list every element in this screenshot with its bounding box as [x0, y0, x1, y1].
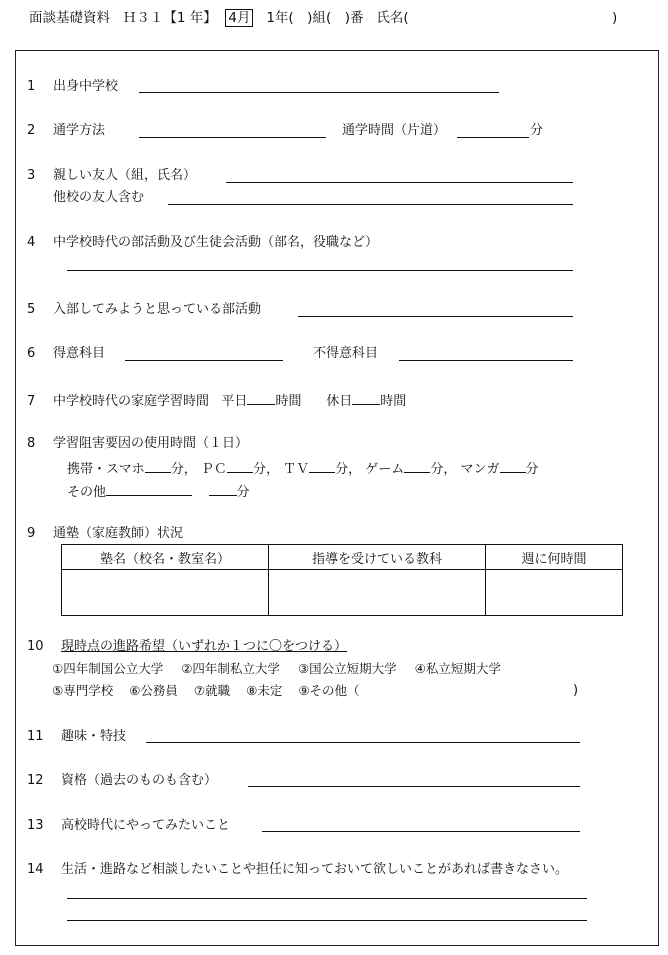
- q14-label: 14 生活・進路など相談したいことや担任に知っておいて欲しいことがあれば書きなさい。: [27, 862, 569, 877]
- q7-holiday-label: 休日: [326, 394, 353, 409]
- q11-hobby-field[interactable]: [146, 742, 580, 743]
- q8-phone-field[interactable]: [145, 459, 171, 473]
- q7-holiday-field[interactable]: [352, 391, 380, 405]
- q2-label: 2 通学方法: [27, 123, 106, 138]
- q8-game-field[interactable]: [404, 459, 430, 473]
- q6-strong-subject-field[interactable]: [125, 360, 283, 361]
- q6-weak-subject-field[interactable]: [399, 360, 573, 361]
- option-8[interactable]: ⑧未定: [246, 683, 283, 698]
- option-5[interactable]: ⑤専門学校: [52, 683, 114, 698]
- name-close-paren: ): [612, 10, 618, 26]
- q13-goal-field[interactable]: [262, 831, 580, 832]
- q5-label: 5 入部してみようと思っている部活動: [27, 302, 262, 317]
- q7-weekday-field[interactable]: [247, 391, 275, 405]
- col-subjects: 指導を受けている教科: [269, 545, 486, 570]
- q3-other-school-label: 他校の友人含む: [53, 190, 145, 205]
- q5-club-field[interactable]: [298, 316, 573, 317]
- q13-label: 13 高校時代にやってみたいこと: [27, 818, 231, 833]
- q8-pc-field[interactable]: [227, 459, 253, 473]
- q8-usage-row: 携帯・スマホ 分， ＰＣ 分， ＴＶ 分， ゲーム 分， マンガ 分: [67, 459, 539, 478]
- form-title: 面談基礎資料: [29, 10, 110, 26]
- q10-options-row2: [52, 683, 360, 699]
- q8-tv-field[interactable]: [309, 459, 335, 473]
- table-row: [62, 570, 623, 616]
- q7-label: 7 中学校時代の家庭学習時間 平日 時間 休日 時間: [27, 391, 406, 410]
- q10-options-row1: [52, 661, 501, 677]
- q10-label: 10 現時点の進路希望（いずれか１つに〇をつける）: [27, 639, 348, 654]
- hours-cell[interactable]: [486, 570, 623, 616]
- table-header-row: [62, 545, 623, 570]
- q1-label: 1 出身中学校: [27, 79, 119, 94]
- option-4[interactable]: ④私立短期大学: [414, 661, 501, 676]
- q8-other-row: その他 分: [67, 482, 250, 501]
- q3-label: 3 親しい友人（組，氏名）: [27, 168, 197, 183]
- class-number: 1年( )組( )番: [266, 10, 364, 26]
- q11-label: 11 趣味・特技: [27, 729, 127, 744]
- option-9[interactable]: ⑨その他（: [298, 683, 360, 698]
- q3-friend-field[interactable]: [226, 182, 573, 183]
- form-header: [29, 9, 409, 27]
- q12-label: 12 資格（過去のものも含む）: [27, 773, 218, 788]
- q6-weak-subject-label: 不得意科目: [313, 346, 379, 361]
- juku-table: [61, 544, 623, 616]
- school-year: Ｈ３１【1 年】: [122, 10, 217, 26]
- option-1[interactable]: ①四年制国公立大学: [52, 661, 164, 676]
- q12-qualification-field[interactable]: [248, 786, 580, 787]
- month-badge: 4月: [225, 9, 253, 27]
- q2-commute-time-field[interactable]: [457, 137, 529, 138]
- q1-school-field[interactable]: [139, 92, 499, 93]
- option-3[interactable]: ③国公立短期大学: [297, 661, 397, 676]
- col-hours-per-week: 週に何時間: [486, 545, 623, 570]
- name-label: 氏名(: [376, 10, 409, 26]
- q10-close-paren: ): [573, 683, 579, 698]
- q9-label: 9 通塾（家庭教師）状況: [27, 526, 184, 541]
- option-7[interactable]: ⑦就職: [193, 683, 231, 698]
- q14-consult-field-1[interactable]: [67, 898, 587, 899]
- q8-other-name-field[interactable]: [106, 482, 192, 496]
- q4-label: 4 中学校時代の部活動及び生徒会活動（部名，役職など）: [27, 235, 379, 250]
- q2-commute-time-label: 通学時間（片道）: [342, 123, 447, 138]
- q8-other-minutes-field[interactable]: [209, 482, 237, 496]
- option-6[interactable]: ⑥公務員: [129, 683, 178, 698]
- col-juku-name: 塾名（校名・教室名）: [62, 545, 269, 570]
- q2-minutes-unit: 分: [530, 123, 544, 138]
- q2-commute-method-field[interactable]: [139, 137, 326, 138]
- q6-label: 6 得意科目: [27, 346, 106, 361]
- option-2[interactable]: ②四年制私立大学: [181, 661, 280, 676]
- juku-name-cell[interactable]: [62, 570, 269, 616]
- q3-other-school-field[interactable]: [168, 204, 573, 205]
- q4-activities-field[interactable]: [67, 270, 573, 271]
- subjects-cell[interactable]: [269, 570, 486, 616]
- q8-label: 8 学習阻害要因の使用時間（１日）: [27, 436, 249, 451]
- q7-weekday-label: 平日: [221, 394, 248, 409]
- q8-manga-field[interactable]: [500, 459, 526, 473]
- q14-consult-field-2[interactable]: [67, 920, 587, 921]
